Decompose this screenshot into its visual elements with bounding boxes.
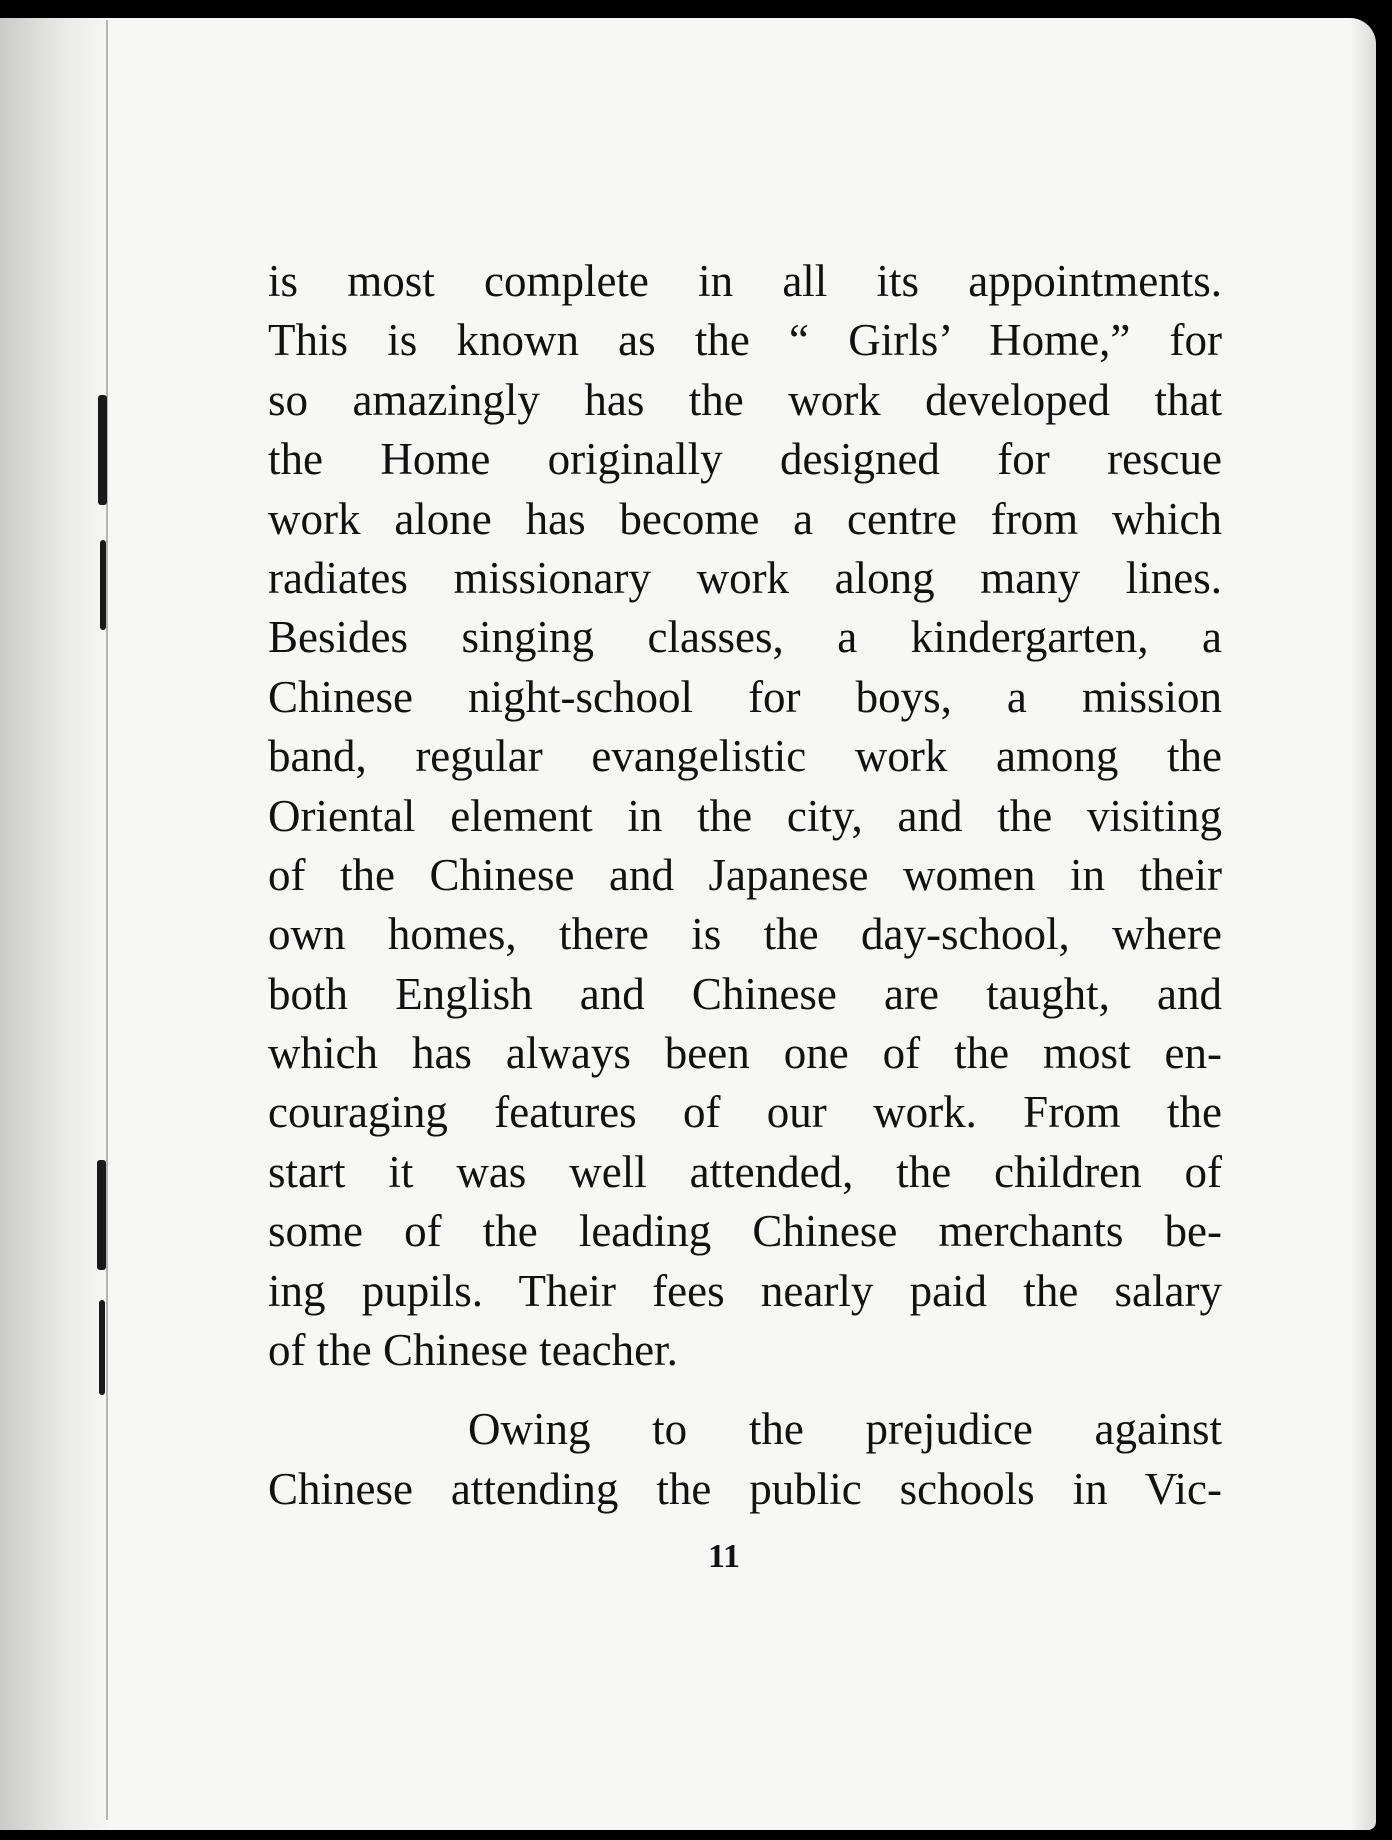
paragraph-first-line: Owing to the prejudice against [468, 1404, 1222, 1455]
text-line: start it was well attended, the children of [268, 1146, 1222, 1197]
text-line: Oriental element in the city, and the visiting [268, 790, 1222, 841]
text-line: the Home originally designed for rescue [268, 434, 1222, 485]
text-line: Besides singing classes, a kindergarten, a [268, 612, 1222, 663]
text-line: both English and Chinese are taught, and [268, 968, 1222, 1019]
body-text [268, 252, 1222, 1519]
text-line: of the Chinese and Japanese women in their [268, 849, 1222, 900]
text-line: This is known as the “ Girls’ Home,” for [268, 315, 1222, 366]
staple-mark-lower [97, 1160, 106, 1270]
staple-mark-upper [98, 395, 107, 505]
text-line: band, regular evangelistic work among the [268, 731, 1222, 782]
text-line: own homes, there is the day-school, where [268, 909, 1222, 960]
text-line: of the Chinese teacher. [268, 1325, 678, 1376]
text-line: Chinese attending the public schools in Vic- [268, 1463, 1222, 1514]
staple-mark-upper-lower [100, 540, 106, 630]
text-line: is most complete in all its appointments. [268, 256, 1222, 306]
text-line: ing pupils. Their fees nearly paid the salary [268, 1265, 1222, 1316]
text-line: so amazingly has the work developed that [268, 374, 1222, 425]
text-line: couraging features of our work. From the [268, 1087, 1222, 1138]
text-line: which has always been one of the most en- [268, 1028, 1222, 1079]
staple-mark-lower-lower [99, 1300, 105, 1395]
text-line: radiates missionary work along many lines. [268, 552, 1222, 603]
text-line: work alone has become a centre from which [268, 493, 1222, 544]
page-number: 11 [707, 1538, 741, 1575]
text-line: some of the leading Chinese merchants be- [268, 1206, 1222, 1257]
text-line: Chinese night-school for boys, a mission [268, 671, 1222, 722]
